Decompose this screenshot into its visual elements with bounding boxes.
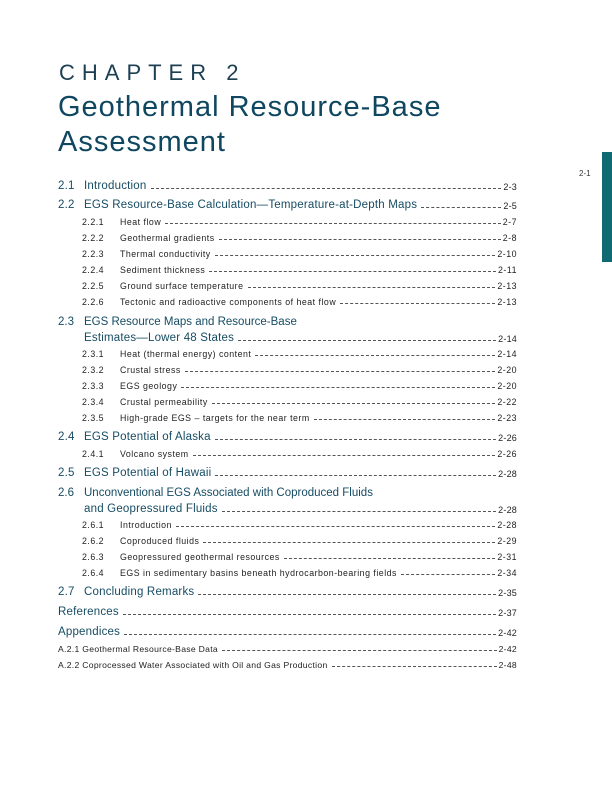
toc-number: 2.2.1 [82, 217, 105, 227]
toc-number: 2.2.2 [82, 233, 105, 243]
dot-leader [215, 438, 496, 440]
dot-leader [215, 474, 496, 476]
dot-leader [181, 386, 495, 388]
toc-entry-2-3-2[interactable] [82, 365, 517, 375]
dot-leader [219, 238, 501, 240]
toc-title: A.2.1 Geothermal Resource-Base Data [58, 644, 219, 654]
dot-leader [238, 339, 496, 341]
toc-entry-2-6-line2[interactable] [84, 503, 517, 515]
toc-entry-2-2-1[interactable] [82, 217, 517, 227]
dot-leader [124, 633, 496, 635]
toc-title: EGS in sedimentary basins beneath hydrocarbon-bearing fields [120, 568, 397, 578]
toc-title: Introduction [84, 180, 147, 192]
toc-page: 2-14 [498, 334, 517, 344]
toc-entry-2-1[interactable] [58, 180, 517, 192]
toc-number: 2.1 [58, 180, 75, 192]
toc-number: 2.6 [58, 487, 74, 499]
toc-entry-2-6-1[interactable] [82, 520, 517, 530]
toc-title: A.2.2 Coprocessed Water Associated with Oil and Gas Production [58, 660, 328, 670]
toc-title-line2: and Geopressured Fluids [84, 503, 218, 515]
toc-number: 2.7 [58, 586, 75, 598]
toc-entry-2-3-line1[interactable] [58, 316, 297, 328]
toc-page: 2-26 [498, 433, 517, 443]
toc-title: Geothermal gradients [120, 233, 215, 243]
toc-page: 2-20 [497, 365, 517, 375]
dot-leader [165, 222, 501, 224]
toc-page: 2-10 [497, 249, 517, 259]
toc-page: 2-11 [498, 265, 517, 275]
toc-title-line2: Estimates—Lower 48 States [84, 332, 235, 344]
toc-entry-2-2-5[interactable] [82, 281, 517, 291]
toc-title: Crustal stress [120, 365, 181, 375]
toc-title: References [58, 606, 119, 618]
dot-leader [209, 270, 496, 272]
dot-leader [212, 402, 496, 404]
toc-page: 2-23 [497, 413, 517, 423]
toc-page: 2-26 [497, 449, 517, 459]
dot-leader [185, 370, 496, 372]
toc-title: Concluding Remarks [84, 586, 195, 598]
toc-title: Geopressured geothermal resources [120, 552, 280, 562]
toc-entry-2-4[interactable] [58, 431, 517, 443]
toc-title: EGS geology [120, 381, 178, 391]
toc-page: 2-28 [498, 505, 517, 515]
toc-entry-2-6-line1[interactable] [58, 487, 373, 499]
toc-number: 2.2.6 [82, 297, 105, 307]
toc-entry-2-2-3[interactable] [82, 249, 517, 259]
toc-entry-references[interactable] [58, 606, 517, 618]
toc-number: 2.3.5 [82, 413, 105, 423]
toc-entry-2-3-4[interactable] [82, 397, 517, 407]
toc-title: Tectonic and radioactive components of heat flow [120, 297, 337, 307]
toc-page: 2-48 [498, 660, 517, 670]
toc-page: 2-14 [497, 349, 517, 359]
toc-page: 2-7 [502, 217, 517, 227]
toc-number: 2.2.4 [82, 265, 105, 275]
toc-page: 2-5 [503, 201, 517, 211]
toc-entry-2-2[interactable] [58, 199, 517, 211]
toc-page: 2-42 [498, 628, 517, 638]
toc-title: Ground surface temperature [120, 281, 244, 291]
toc-page: 2-35 [498, 588, 517, 598]
toc-number: 2.6.2 [82, 536, 105, 546]
toc-title: Introduction [120, 520, 172, 530]
toc-entry-appendix-a-2-1[interactable] [58, 644, 517, 654]
toc-number: 2.4.1 [82, 449, 105, 459]
toc-number: 2.2 [58, 199, 75, 211]
toc-page: 2-42 [498, 644, 517, 654]
toc-entry-2-6-4[interactable] [82, 568, 517, 578]
toc-title: EGS Resource-Base Calculation—Temperature-at-Depth Maps [84, 199, 418, 211]
toc-title: Thermal conductivity [120, 249, 211, 259]
toc-title: EGS Potential of Hawaii [84, 467, 212, 479]
toc-entry-2-3-5[interactable] [82, 413, 517, 423]
toc-title-line1: Unconventional EGS Associated with Coproduced Fluids [84, 487, 373, 499]
toc-title: High-grade EGS – targets for the near term [120, 413, 310, 423]
toc-page: 2-13 [497, 281, 517, 291]
toc-entry-2-5[interactable] [58, 467, 517, 479]
toc-title: Heat flow [120, 217, 162, 227]
dot-leader [123, 613, 496, 615]
toc-entry-2-6-3[interactable] [82, 552, 517, 562]
toc-number: 2.5 [58, 467, 75, 479]
dot-leader [314, 418, 496, 420]
toc-number: 2.2.3 [82, 249, 105, 259]
toc-number: 2.2.5 [82, 281, 105, 291]
dot-leader [248, 286, 496, 288]
toc-page: 2-31 [497, 552, 517, 562]
toc-page: 2-22 [497, 397, 517, 407]
toc-title: Volcano system [120, 449, 189, 459]
toc-entry-appendices[interactable] [58, 626, 517, 638]
toc-number: 2.3.1 [82, 349, 105, 359]
toc-entry-2-2-6[interactable] [82, 297, 517, 307]
dot-leader [151, 187, 502, 189]
toc-title: Coproduced fluids [120, 536, 200, 546]
toc-number: 2.6.1 [82, 520, 105, 530]
toc-number: 2.6.3 [82, 552, 105, 562]
dot-leader [222, 649, 497, 651]
toc-page: 2-20 [497, 381, 517, 391]
page-number: 2-1 [579, 169, 591, 178]
toc-number: 2.3.3 [82, 381, 105, 391]
dot-leader [222, 510, 496, 512]
dot-leader [421, 206, 501, 208]
toc-entry-2-3-3[interactable] [82, 381, 517, 391]
toc-number: 2.3.2 [82, 365, 105, 375]
toc-page: 2-13 [497, 297, 517, 307]
chapter-title: Geothermal Resource-Base Assessment [58, 91, 442, 158]
toc-entry-2-2-4[interactable] [82, 265, 517, 275]
dot-leader [332, 665, 497, 667]
toc-number: 2.4 [58, 431, 75, 443]
toc-number: 2.3 [58, 316, 74, 328]
toc-page: 2-28 [498, 469, 517, 479]
toc-entry-2-7[interactable] [58, 586, 517, 598]
toc-page: 2-3 [503, 182, 517, 192]
toc-title: Heat (thermal energy) content [120, 349, 252, 359]
toc-title: Sediment thickness [120, 265, 206, 275]
chapter-label: CHAPTER 2 [59, 60, 246, 85]
toc-title: EGS Potential of Alaska [84, 431, 211, 443]
toc-entry-appendix-a-2-2[interactable] [58, 660, 517, 670]
dot-leader [255, 354, 495, 356]
toc-entry-2-3-line2[interactable] [84, 332, 517, 344]
dot-leader [203, 541, 495, 543]
toc-entry-2-4-1[interactable] [82, 449, 517, 459]
toc-number: 2.3.4 [82, 397, 105, 407]
toc-title: Crustal permeability [120, 397, 208, 407]
dot-leader [340, 302, 495, 304]
toc-entry-2-3-1[interactable] [82, 349, 517, 359]
toc-entry-2-2-2[interactable] [82, 233, 517, 243]
toc-page: 2-8 [502, 233, 517, 243]
toc-entry-2-6-2[interactable] [82, 536, 517, 546]
toc-page: 2-37 [498, 608, 517, 618]
dot-leader [176, 525, 495, 527]
dot-leader [284, 557, 496, 559]
dot-leader [193, 454, 496, 456]
toc-number: 2.6.4 [82, 568, 105, 578]
dot-leader [215, 254, 496, 256]
toc-page: 2-28 [497, 520, 517, 530]
toc-title: Appendices [58, 626, 121, 638]
toc-page: 2-29 [497, 536, 517, 546]
dot-leader [401, 573, 495, 575]
dot-leader [198, 593, 496, 595]
toc-title-line1: EGS Resource Maps and Resource-Base [84, 316, 297, 328]
toc-page: 2-34 [497, 568, 517, 578]
